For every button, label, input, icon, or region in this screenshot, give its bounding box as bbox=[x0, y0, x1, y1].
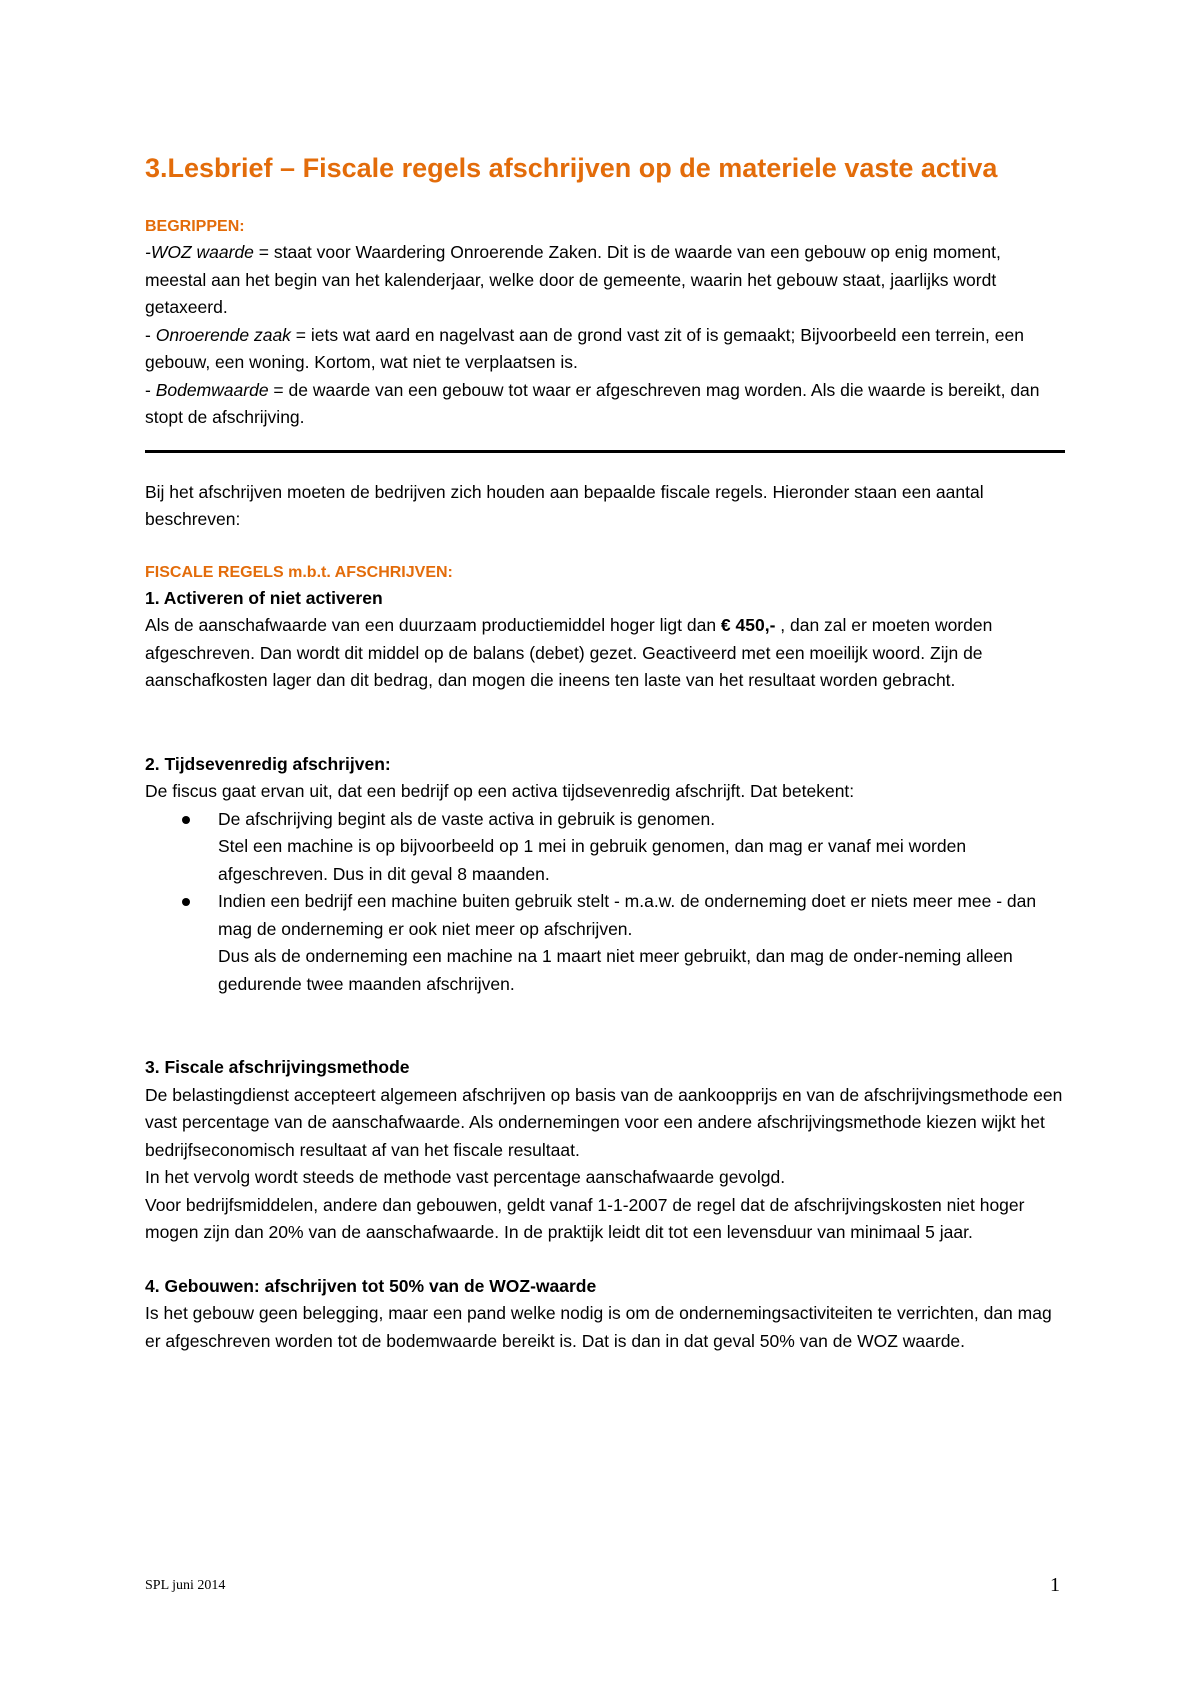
section-2-intro: De fiscus gaat ervan uit, dat een bedrijf op een activa tijdsevenredig afschrijft. Dat betekent: bbox=[145, 781, 855, 801]
document-body bbox=[145, 150, 1065, 1355]
section-4 bbox=[145, 1273, 1065, 1356]
definition-bodem-prefix: - bbox=[145, 379, 156, 400]
section-2-bullet-list bbox=[145, 806, 1065, 999]
definition-bodem-text: = de waarde van een gebouw tot waar er afgeschreven mag worden. Als die waarde is bereikt, dan stopt de afschrijving. bbox=[145, 379, 1040, 427]
term-onroerend: Onroerende zaak bbox=[155, 324, 291, 345]
bullet-1-example: Stel een machine is op bijvoorbeeld op 1 mei in gebruik genomen, dan mag er vanaf mei worden afgeschreven. Dus in dit geval 8 maanden. bbox=[218, 836, 967, 884]
footer-author-date: SPL juni 2014 bbox=[145, 1578, 226, 1593]
amount-value: € 450,- bbox=[720, 615, 776, 635]
definition-onroerend bbox=[145, 322, 1065, 377]
section-3-heading: 3. Fiscale afschrijvingsmethode bbox=[145, 1057, 410, 1077]
fiscale-regels-heading: FISCALE REGELS m.b.t. AFSCHRIJVEN: bbox=[145, 563, 453, 581]
definition-onroerend-prefix: - bbox=[145, 324, 156, 345]
term-bodemwaarde: Bodemwaarde bbox=[155, 379, 269, 400]
section-1 bbox=[145, 585, 1065, 695]
list-item bbox=[145, 888, 1065, 998]
section-1-text-a: Als de aanschafwaarde van een duurzaam productiemiddel hoger ligt dan bbox=[145, 615, 721, 635]
begrippen-heading: BEGRIPPEN: bbox=[145, 218, 245, 235]
bullet-2-example: Dus als de onderneming een machine na 1 maart niet meer gebruikt, dan mag de onder-neming alleen gedurende twee maanden afschrijven. bbox=[218, 946, 1013, 994]
section-2-heading: 2. Tijdsevenredig afschrijven: bbox=[145, 753, 391, 774]
horizontal-divider bbox=[145, 450, 1065, 453]
definition-bodemwaarde bbox=[145, 377, 1065, 432]
intro-paragraph: Bij het afschrijven moeten de bedrijven zich houden aan bepaalde fiscale regels. Hieronder staan een aantal beschreven: bbox=[145, 481, 984, 529]
section-1-text-b: , dan zal er moeten worden afgeschreven. Dan wordt dit middel op de balans (debet) gezet. Geactiveerd met een moeilijk woord. Zijn de aanschafkosten lager dan dit bedrag, dan mogen die ineens ten laste van het resultaat worden gebracht. bbox=[145, 615, 993, 690]
section-3-paragraph-1: De belastingdienst accepteert algemeen afschrijven op basis van de aankoopprijs en van de afschrijvingsmethode een vast percentage van de aanschafwaarde. Als ondernemingen voor een andere afschrijvingsmethode kiezen wijkt het bedrijfseconomisch resultaat af van het fiscale resultaat. bbox=[145, 1084, 1063, 1160]
bullet-2-text: Indien een bedrijf een machine buiten gebruik stelt - m.a.w. de onderneming doet er niets meer mee - dan mag de onderneming er ook niet meer op afschrijven. bbox=[218, 891, 1037, 939]
section-1-heading: 1. Activeren of niet activeren bbox=[145, 587, 383, 608]
definition-onroerend-text: = iets wat aard en nagelvast aan de grond vast zit of is gemaakt; Bijvoorbeeld een terrein, een gebouw, een woning. Kortom, wat niet te verplaatsen is. bbox=[145, 324, 1024, 372]
bullet-1-text: De afschrijving begint als de vaste activa in gebruik is genomen. bbox=[218, 808, 716, 829]
definition-woz bbox=[145, 239, 1065, 322]
begrippen-section bbox=[145, 214, 1065, 432]
list-item bbox=[145, 806, 1065, 889]
term-woz: -WOZ waarde bbox=[145, 242, 254, 262]
section-4-text: Is het gebouw geen belegging, maar een pand welke nodig is om de ondernemingsactiviteiten te verrichten, dan mag er afgeschreven worden tot de bodemwaarde bereikt is. Dat is dan in dat geval 50% van de WOZ waarde. bbox=[145, 1303, 1052, 1351]
section-3-paragraph-3: Voor bedrijfsmiddelen, andere dan gebouwen, geldt vanaf 1-1-2007 de regel dat de afschrijvingskosten niet hoger mogen zijn dan 20% van de aanschafwaarde. In de praktijk leidt dit tot een levensduur van minimaal 5 jaar. bbox=[145, 1194, 1025, 1242]
section-2 bbox=[145, 751, 1065, 999]
page-number: 1 bbox=[1050, 1574, 1060, 1596]
document-title: 3.Lesbrief – Fiscale regels afschrijven op de materiele vaste activa bbox=[145, 153, 998, 183]
bullet-icon bbox=[182, 816, 190, 824]
definition-woz-text: = staat voor Waardering Onroerende Zaken. Dit is de waarde van een gebouw op enig moment, meestal aan het begin van het kalenderjaar, welke door de gemeente, waarin het gebouw staat, jaarlijks wordt getaxeerd. bbox=[145, 242, 1001, 317]
section-4-heading: 4. Gebouwen: afschrijven tot 50% van de WOZ-waarde bbox=[145, 1275, 597, 1296]
section-3 bbox=[145, 1054, 1065, 1247]
bullet-icon bbox=[182, 898, 190, 906]
section-1-text bbox=[145, 612, 1065, 695]
section-3-paragraph-2: In het vervolg wordt steeds de methode vast percentage aanschafwaarde gevolgd. bbox=[145, 1167, 786, 1187]
